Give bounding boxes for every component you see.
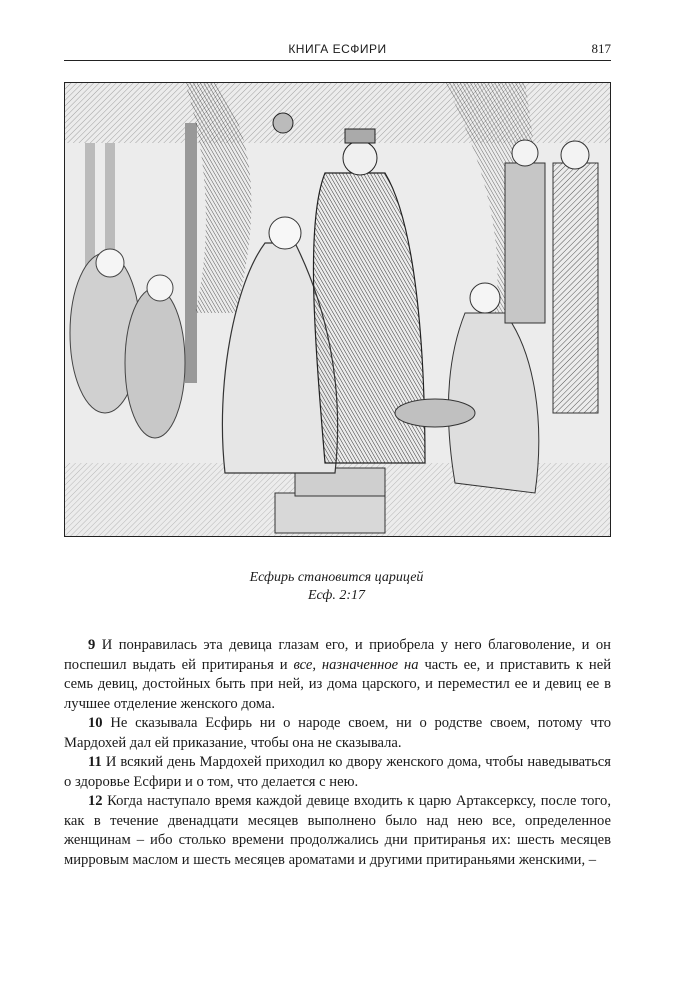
verse-paragraph xyxy=(64,792,611,870)
running-header xyxy=(64,38,611,61)
maiden-head xyxy=(96,249,124,277)
verse-paragraph xyxy=(64,714,611,753)
crown xyxy=(345,129,375,143)
servant-head xyxy=(470,283,500,313)
caption-title: Есфирь становится царицей xyxy=(249,570,424,585)
attendant-figure xyxy=(505,163,545,323)
attendant-head xyxy=(561,141,589,169)
caption-reference: Есф. 2:17 xyxy=(307,588,366,603)
maiden-head xyxy=(147,275,173,301)
maiden-figure xyxy=(125,288,185,438)
pillar xyxy=(185,123,197,383)
verse-paragraph xyxy=(64,753,611,792)
verse-number: 11 xyxy=(88,754,102,770)
page-number: 817 xyxy=(591,41,611,56)
verse-number: 12 xyxy=(88,793,103,809)
verse-paragraph xyxy=(64,636,611,714)
verse-text: Когда наступало время каждой девице входить к царю Артаксерксу, после того, как в течение двенадцати месяцев выполнено было над нею все, определенное женщинам – ибо столько времени продолжались дни притиранья их: шесть месяцев мирровым маслом и шесть месяцев ароматами и другими притираньями женскими, – xyxy=(64,793,611,868)
book-title: КНИГА ЕСФИРИ xyxy=(288,42,387,56)
verse-number: 10 xyxy=(88,715,103,731)
body-text xyxy=(64,636,611,870)
esther-head xyxy=(269,217,301,249)
raised-crown xyxy=(273,113,293,133)
attendant-head xyxy=(512,140,538,166)
attendant-figure xyxy=(553,163,598,413)
step xyxy=(275,493,385,533)
verse-number: 9 xyxy=(88,637,96,653)
engraving-drawing xyxy=(65,83,610,536)
verse-italic-text: все, назначенное на xyxy=(293,656,419,673)
verse-text: Не сказывала Есфирь ни о народе своем, ни о родстве своем, потому что Мардохей дал ей приказание, чтобы она не сказывала. xyxy=(64,715,611,751)
verse-text: И всякий день Мардохей приходил ко двору женского дома, чтобы наведываться о здоровье Есфири и о том, что делается с нею. xyxy=(64,754,611,790)
verse-text: И понравилась эта девица глазам его, и приобрела у него благоволение, и он поспешил выдать ей притиранья и xyxy=(64,637,611,673)
king-head xyxy=(343,141,377,175)
cushion xyxy=(395,399,475,427)
verse-text: часть ее, и приставить к ней семь девиц, достойных быть при ней, из дома царского, и переместил ее и девиц ее в лучшее отделение женского дома. xyxy=(64,656,612,712)
engraving-illustration xyxy=(64,82,611,537)
